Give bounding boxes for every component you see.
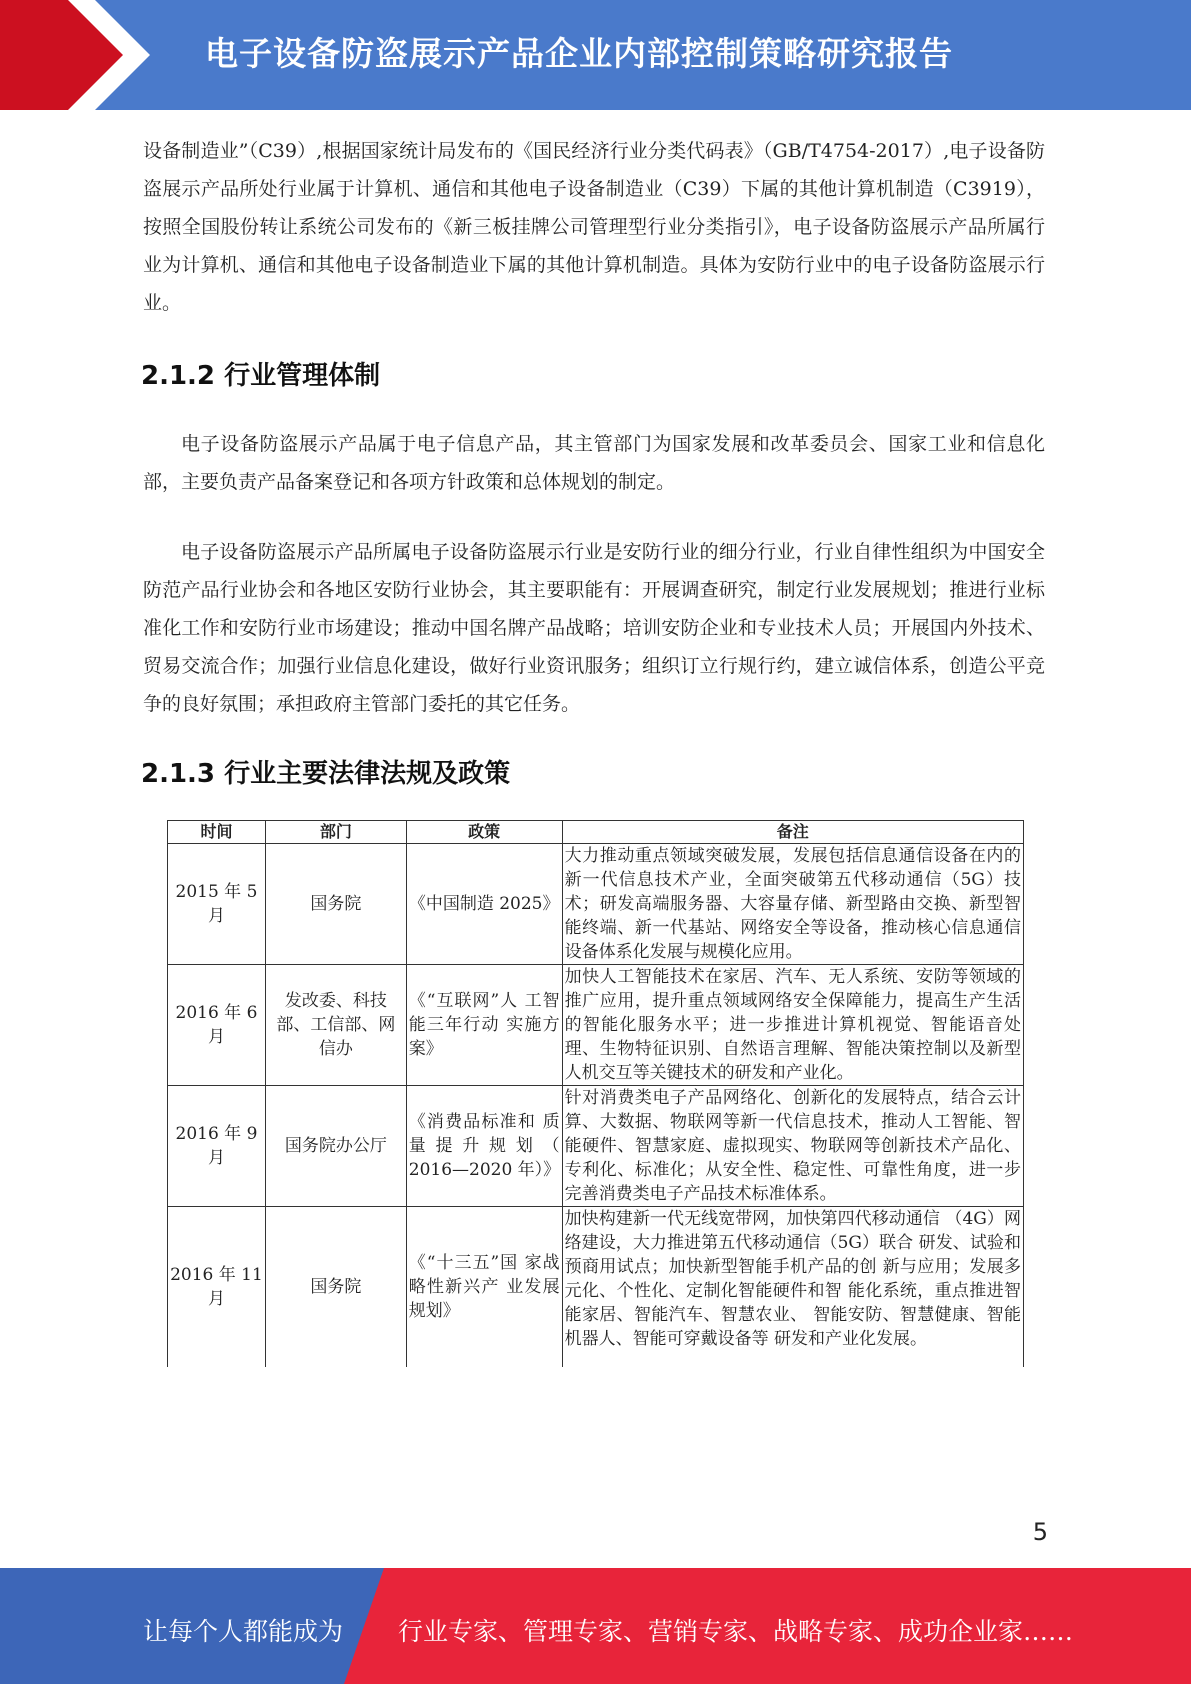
table-row (168, 965, 1024, 1086)
policy-table (167, 820, 1024, 1367)
cell-dept: 国务院 (265, 1207, 406, 1367)
col-header-time: 时间 (168, 821, 266, 844)
section-heading-2-1-3: 2.1.3 行业主要法律法规及政策 (141, 759, 511, 789)
cell-dept: 国务院办公厅 (265, 1086, 406, 1207)
cell-policy: 《消费品标准和 质量 提 升 规 划 （ 2016—2020 年）》 (406, 1086, 562, 1207)
management-paragraph-1: 电子设备防盗展示产品属于电子信息产品，其主管部门为国家发展和改革委员会、国家工业和信息化部，主要负责产品备案登记和各项方针政策和总体规划的制定。 (143, 433, 1045, 493)
cell-time: 2016 年 6月 (168, 965, 266, 1086)
cell-dept: 发改委、科技部、工信部、网信办 (265, 965, 406, 1086)
cell-note: 大力推动重点领域突破发展，发展包括信息通信设备在内的新一代信息技术产业，全面突破第五代移动通信（5G）技术；研发高端服务器、大容量存储、新型路由交换、新型智能终端、新一代基站、网络安全等设备，推动核心信息通信设备体系化发展与规模化应用。 (562, 844, 1023, 965)
cell-note: 针对消费类电子产品网络化、创新化的发展特点，结合云计算、大数据、物联网等新一代信息技术，推动人工智能、智能硬件、智慧家庭、虚拟现实、物联网等创新技术产品化、专利化、标准化；从安全性、稳定性、可靠性角度，进一步完善消费类电子产品技术标准体系。 (562, 1086, 1023, 1207)
footer-slogan-left: 让每个人都能成为 (143, 1617, 344, 1646)
cell-time: 2015 年 5月 (168, 844, 266, 965)
table-header-row (168, 821, 1024, 844)
cell-time: 2016 年 9月 (168, 1086, 266, 1207)
table-row (168, 1207, 1024, 1367)
report-title: 电子设备防盗展示产品企业内部控制策略研究报告 (205, 34, 953, 73)
intro-paragraph: 设备制造业”（C39）,根据国家统计局发布的《国民经济行业分类代码表》（GB/T4754-2017）,电子设备防盗展示产品所处行业属于计算机、通信和其他电子设备制造业（C39）下属的其他计算机制造（C3919），按照全国股份转让系统公司发布的《新三板挂牌公司管理型行业分类指引》，电子设备防盗展示产品所属行业为计算机、通信和其他电子设备制造业下属的其他计算机制造。具体为安防行业中的电子设备防盗展示行业。 (143, 140, 1045, 314)
cell-note: 加快人工智能技术在家居、汽车、无人系统、安防等领域的推广应用，提升重点领域网络安全保障能力，提高生产生活的智能化服务水平；进一步推进计算机视觉、智能语音处理、生物特征识别、自然语言理解、智能决策控制以及新型人机交互等关键技术的研发和产业化。 (562, 965, 1023, 1086)
cell-policy: 《中国制造 2025》 (406, 844, 562, 965)
page-number: 5 (1032, 1518, 1048, 1546)
table-row (168, 844, 1024, 965)
col-header-note: 备注 (562, 821, 1023, 844)
cell-policy: 《“十三五”国 家战略性新兴产 业发展规划》 (406, 1207, 562, 1367)
cell-dept: 国务院 (265, 844, 406, 965)
page-header (0, 0, 1191, 110)
cell-time: 2016 年 11月 (168, 1207, 266, 1367)
col-header-dept: 部门 (265, 821, 406, 844)
cell-policy: 《“互联网”人 工智能三年行动 实施方案》 (406, 965, 562, 1086)
table-row (168, 1086, 1024, 1207)
section-heading-2-1-2: 2.1.2 行业管理体制 (141, 361, 381, 391)
col-header-policy: 政策 (406, 821, 562, 844)
footer-slogan-right: 行业专家、管理专家、营销专家、战略专家、成功企业家…… (398, 1617, 1074, 1646)
management-paragraph-2: 电子设备防盗展示产品所属电子设备防盗展示行业是安防行业的细分行业，行业自律性组织为中国安全防范产品行业协会和各地区安防行业协会，其主要职能有：开展调查研究，制定行业发展规划；推进行业标准化工作和安防行业市场建设；推动中国名牌产品战略；培训安防企业和专业技术人员；开展国内外技术、贸易交流合作；加强行业信息化建设，做好行业资讯服务；组织订立行规行约，建立诚信体系，创造公平竞争的良好氛围；承担政府主管部门委托的其它任务。 (143, 541, 1045, 715)
cell-note: 加快构建新一代无线宽带网，加快第四代移动通信 （4G）网络建设，大力推进第五代移动通信（5G）联合 研发、试验和预商用试点；加快新型智能手机产品的创 新与应用；发展多元化、个性化、定制化智能硬件和智 能化系统，重点推进智能家居、智能汽车、智慧农业、 智能安防、智慧健康、智能机器人、智能可穿戴设备等 研发和产业化发展。 (562, 1207, 1023, 1367)
